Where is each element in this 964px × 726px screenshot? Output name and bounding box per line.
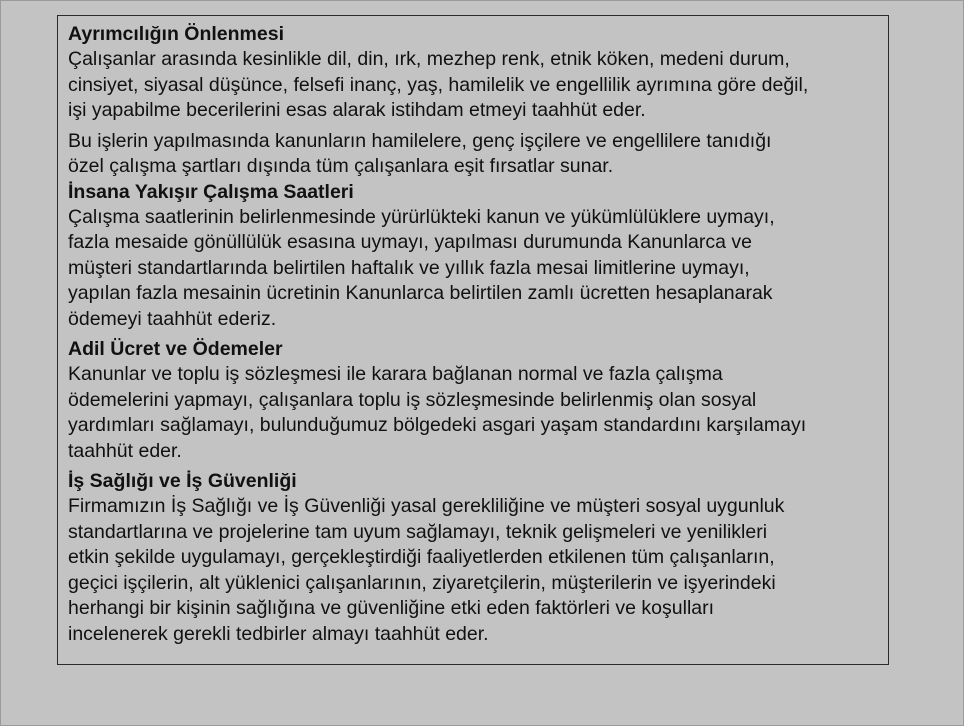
section-heading: İnsana Yakışır Çalışma Saatleri — [68, 180, 354, 203]
section-paragraph: Çalışma saatlerinin belirlenmesinde yürürlükteki kanun ve yükümlülüklere uymayı, fazla mesaide gönüllülük esasına uymayı, yapılması durumunda Kanunlarca ve müşteri standartlarında belirtilen haftalık ve yıllık fazla mesai limitlerine uymayı, yapılan fazla mesainin ücretinin Kanunlarca belirtilen zamlı ücretten hesaplanarak ödemeyi taahhüt ederiz. — [68, 205, 775, 330]
section-paragraph: Firmamızın İş Sağlığı ve İş Güvenliği yasal gerekliliğine ve müşteri sosyal uygunluk standartlarına ve projelerine tam uyum sağlamayı, teknik gelişmeleri ve yenilikleri etkin şekilde uygulamayı, gerçekleştirdiği faaliyetlerden etkilenen tüm çalışanların, geçici işçilerin, alt yüklenici çalışanlarının, ziyaretçilerin, müşterilerin ve işyerindeki herhangi bir kişinin sağlığına ve güvenliğine etki eden faktörleri ve koşulları incelenerek gerekli tedbirler almayı taahhüt eder. — [68, 495, 785, 645]
section-heading: Ayrımcılığın Önlenmesi — [68, 23, 285, 45]
section-fair-wages — [68, 337, 888, 464]
section-heading: İş Sağlığı ve İş Güvenliği — [68, 470, 297, 492]
section-occupational-health-safety — [68, 469, 888, 647]
section-paragraph: Çalışanlar arasında kesinlikle dil, din, ırk, mezhep renk, etnik köken, medeni durum, cinsiyet, siyasal düşünce, felsefi inanç, yaş, hamilelik ve engellilik ayrımına göre değil, işi yapabilme becerilerini esas alarak istihdam etmeyi taahhüt eder. — [68, 48, 809, 121]
section-heading: Adil Ücret ve Ödemeler — [68, 338, 283, 360]
section-paragraph: Kanunlar ve toplu iş sözleşmesi ile karara bağlanan normal ve fazla çalışma ödemelerini yapmayı, çalışanlara toplu iş sözleşmesinde belirlenmiş olan sosyal yardımları sağlamayı, bulunduğumuz bölgedeki asgari yaşam standardını karşılamayı taahhüt eder. — [68, 363, 807, 462]
section-working-hours — [68, 180, 888, 333]
section-discrimination-prevention — [68, 22, 888, 180]
section-paragraph: Bu işlerin yapılmasında kanunların hamilelere, genç işçilere ve engellilere tanıdığı özel çalışma şartları dışında tüm çalışanlara eşit fırsatlar sunar. — [68, 129, 772, 177]
policy-text-box — [57, 15, 889, 665]
